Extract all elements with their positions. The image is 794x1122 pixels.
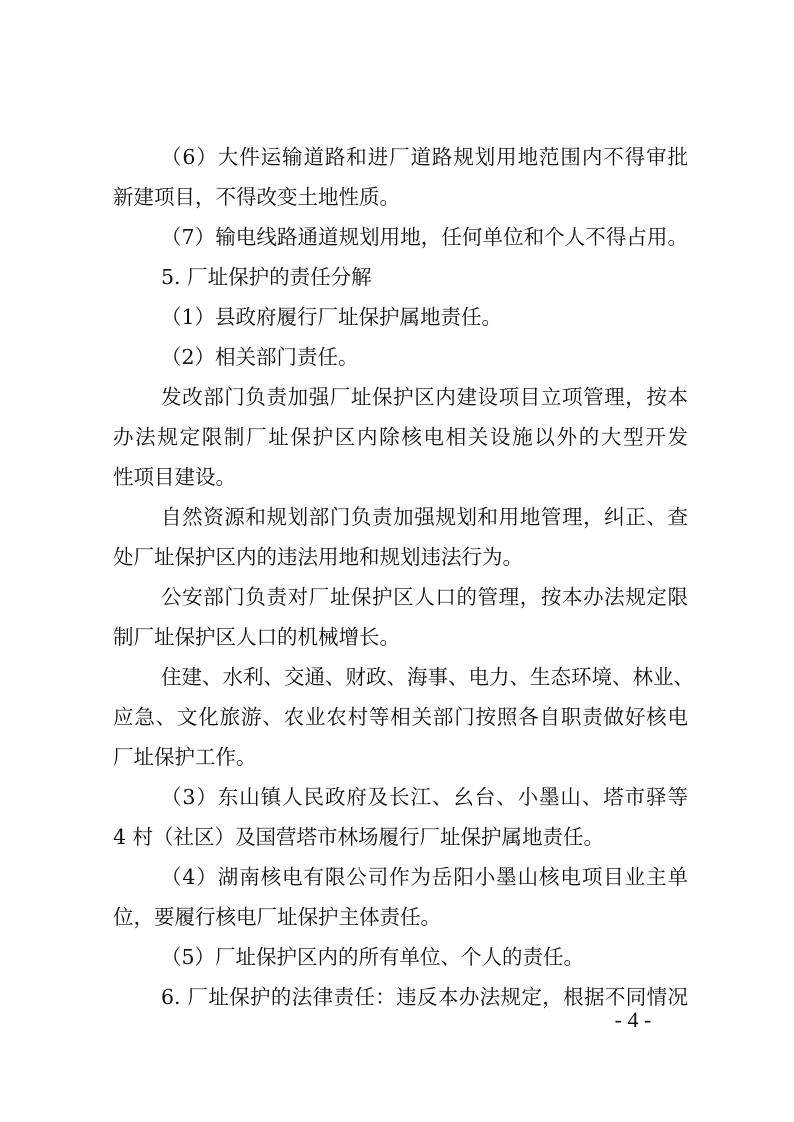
paragraph-line: 处厂址保护区内的违法用地和规划违法行为。 (113, 545, 523, 569)
paragraph-line: （4）湖南核电有限公司作为岳阳小墨山核电项目业主单 (161, 865, 688, 889)
page-number: - 4 - (614, 1007, 652, 1032)
paragraph-line: 位，要履行核电厂址保护主体责任。 (113, 905, 441, 929)
paragraph-line: （5）厂址保护区内的所有单位、个人的责任。 (161, 945, 585, 969)
paragraph-line: 办法规定限制厂址保护区内除核电相关设施以外的大型开发 (113, 425, 688, 449)
paragraph-line: 新建项目，不得改变土地性质。 (113, 185, 400, 209)
paragraph-line: 厂址保护工作。 (113, 745, 257, 769)
paragraph-line: （7）输电线路通道规划用地，任何单位和个人不得占用。 (161, 225, 688, 249)
paragraph-line: 制厂址保护区人口的机械增长。 (113, 625, 400, 649)
section-heading: 5. 厂址保护的责任分解 (161, 265, 372, 289)
paragraph-line: 性项目建设。 (113, 465, 236, 489)
paragraph-line: （3）东山镇人民政府及长江、幺台、小墨山、塔市驿等 (161, 785, 688, 809)
paragraph-line: 发改部门负责加强厂址保护区内建设项目立项管理，按本 (161, 385, 688, 409)
paragraph-line: （2）相关部门责任。 (161, 345, 359, 369)
paragraph-line: 应急、文化旅游、农业农村等相关部门按照各自职责做好核电 (113, 705, 688, 729)
paragraph-line: （6）大件运输道路和进厂道路规划用地范围内不得审批 (161, 145, 688, 169)
paragraph-line: 自然资源和规划部门负责加强规划和用地管理，纠正、查 (161, 505, 688, 529)
paragraph-line: （1）县政府履行厂址保护属地责任。 (161, 305, 503, 329)
paragraph-line: 4 村（社区）及国营塔市林场履行厂址保护属地责任。 (113, 825, 605, 849)
paragraph-line: 住建、水利、交通、财政、海事、电力、生态环境、林业、 (161, 665, 694, 689)
paragraph-line: 6. 厂址保护的法律责任：违反本办法规定，根据不同情况 (161, 985, 688, 1009)
paragraph-line: 公安部门负责对厂址保护区人口的管理，按本办法规定限 (161, 585, 688, 609)
